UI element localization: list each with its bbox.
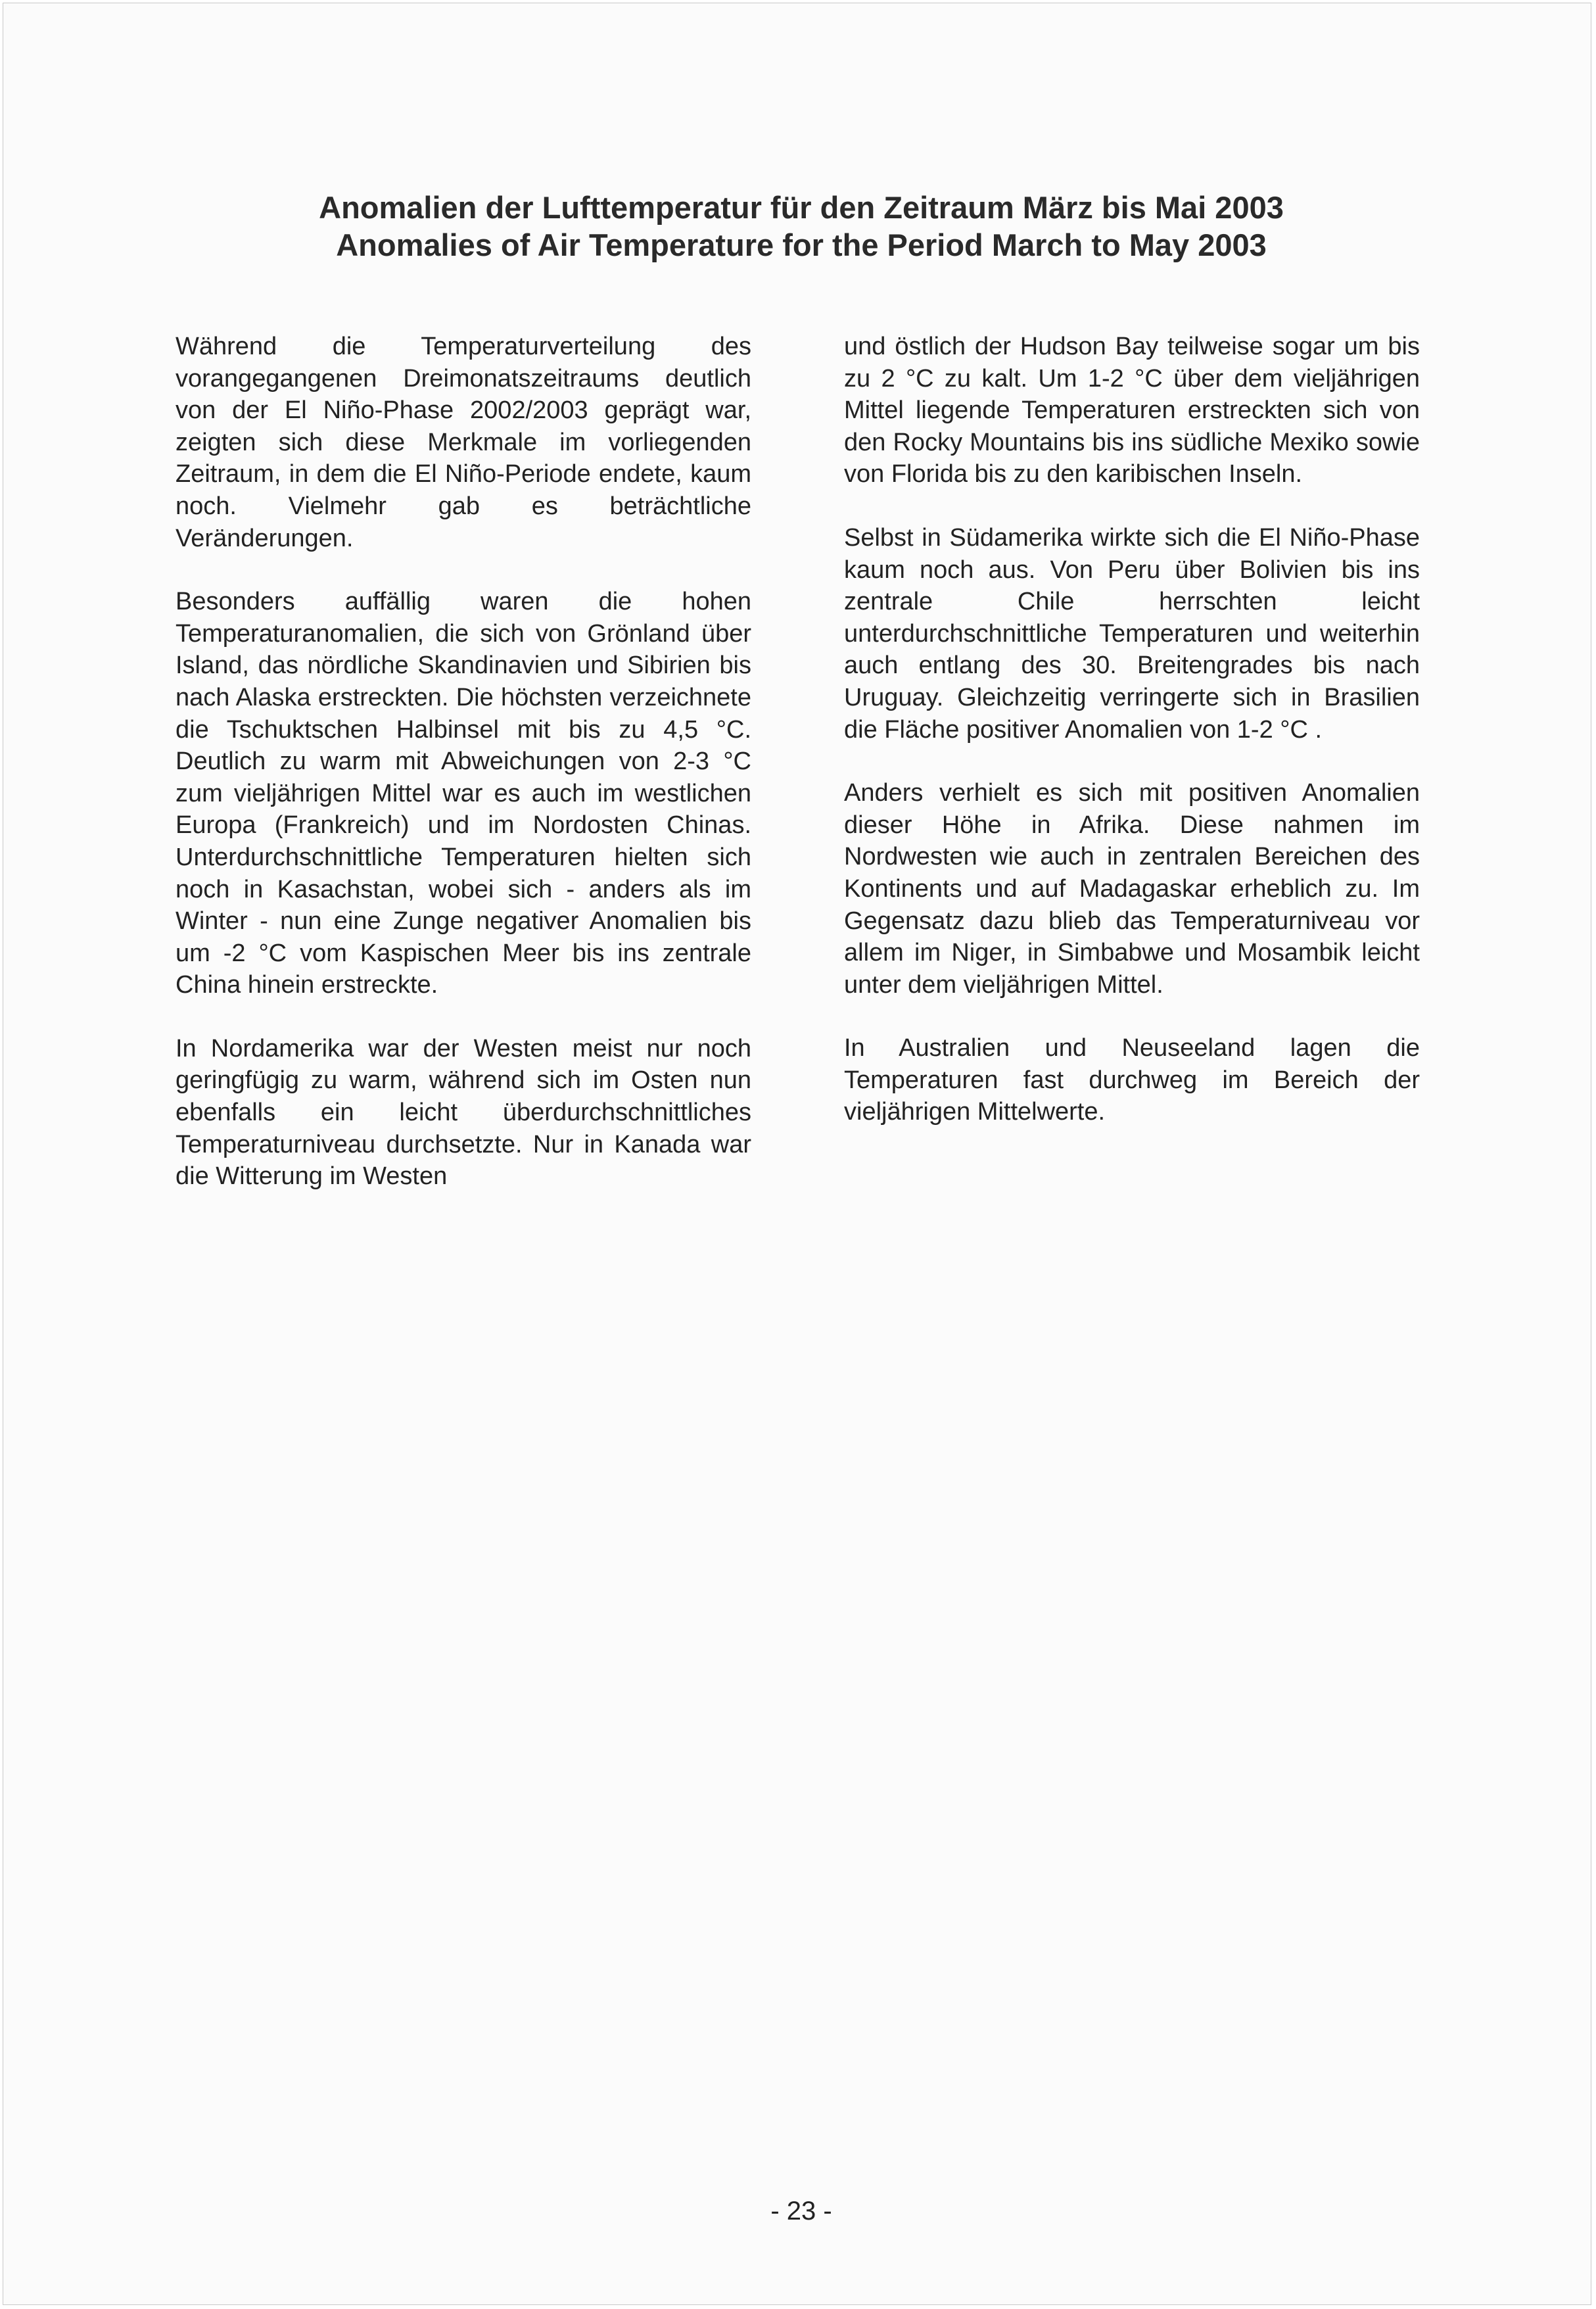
title-english: Anomalies of Air Temperature for the Period March to May 2003	[336, 227, 1267, 262]
paragraph-north-america: In Nordamerika war der Westen meist nur noch geringfügig zu warm, während sich im Osten nun ebenfalls ein leicht überdurchschnittliches Temperaturniveau durchsetzte. Nur in Kanada war die Witterung im Westen	[176, 1034, 751, 1191]
title-german: Anomalien der Lufttemperatur für den Zeitraum März bis Mai 2003	[319, 190, 1284, 225]
paragraph-africa: Anders verhielt es sich mit positiven Anomalien dieser Höhe in Afrika. Diese nahmen im Nordwesten wie auch in zentralen Bereichen des Kontinents und auf Madagaskar erheblich zu. Im Gegensatz dazu blieb das Temperaturniveau vor allem im Niger, in Simbabwe und Mosambik leicht unter dem vieljährigen Mittel.	[844, 779, 1420, 999]
page-number: - 23 -	[770, 2197, 832, 2226]
paragraph-intro: Während die Temperaturverteilung des vorangegangenen Dreimonatszeitraums deutlich von der El Niño-Phase 2002/2003 geprägt war, zeigten sich diese Merkmale im vorliegenden Zeitraum, in dem die El Niño-Periode endete, kaum noch. Vielmehr gab es beträchtliche Veränderungen.	[176, 333, 751, 552]
right-text-column	[844, 331, 1420, 1160]
paragraph-south-america: Selbst in Südamerika wirkte sich die El Niño-Phase kaum noch aus. Von Peru über Bolivien bis ins zentrale Chile herrschten leicht unterdurchschnittliche Temperaturen und weiterhin auch entlang des 30. Breitengrades bis nach Uruguay. Gleichzeitig verringerte sich in Brasilien die Fläche positiver Anomalien von 1-2 °C .	[844, 523, 1420, 744]
left-text-column	[176, 331, 751, 1224]
paragraph-eurasia: Besonders auffällig waren die hohen Temperaturanomalien, die sich von Grönland über Island, das nördliche Skandinavien und Sibirien bis nach Alaska erstreckten. Die höchsten verzeichnete die Tschuktschen Halbinsel mit bis zu 4,5 °C. Deutlich zu warm mit Abweichungen von 2-3 °C zum vieljährigen Mittel war es auch im westlichen Europa (Frankreich) und im Nordosten Chinas. Unterdurchschnittliche Temperaturen hielten sich noch in Kasachstan, wobei sich - anders als im Winter - nun eine Zunge negativer Anomalien bis um -2 °C vom Kaspischen Meer bis ins zentrale China hinein erstreckte.	[176, 588, 751, 999]
document-page	[3, 3, 1591, 2305]
page-title	[3, 189, 1596, 264]
paragraph-australia: In Australien und Neuseeland lagen die Temperaturen fast durchweg im Bereich der vieljährigen Mittelwerte.	[844, 1034, 1420, 1126]
paragraph-north-america-continued: und östlich der Hudson Bay teilweise sogar um bis zu 2 °C zu kalt. Um 1-2 °C über dem vieljährigen Mittel liegende Temperaturen erstreckten sich von den Rocky Mountains bis ins südliche Mexiko sowie von Florida bis zu den karibischen Inseln.	[844, 333, 1420, 488]
